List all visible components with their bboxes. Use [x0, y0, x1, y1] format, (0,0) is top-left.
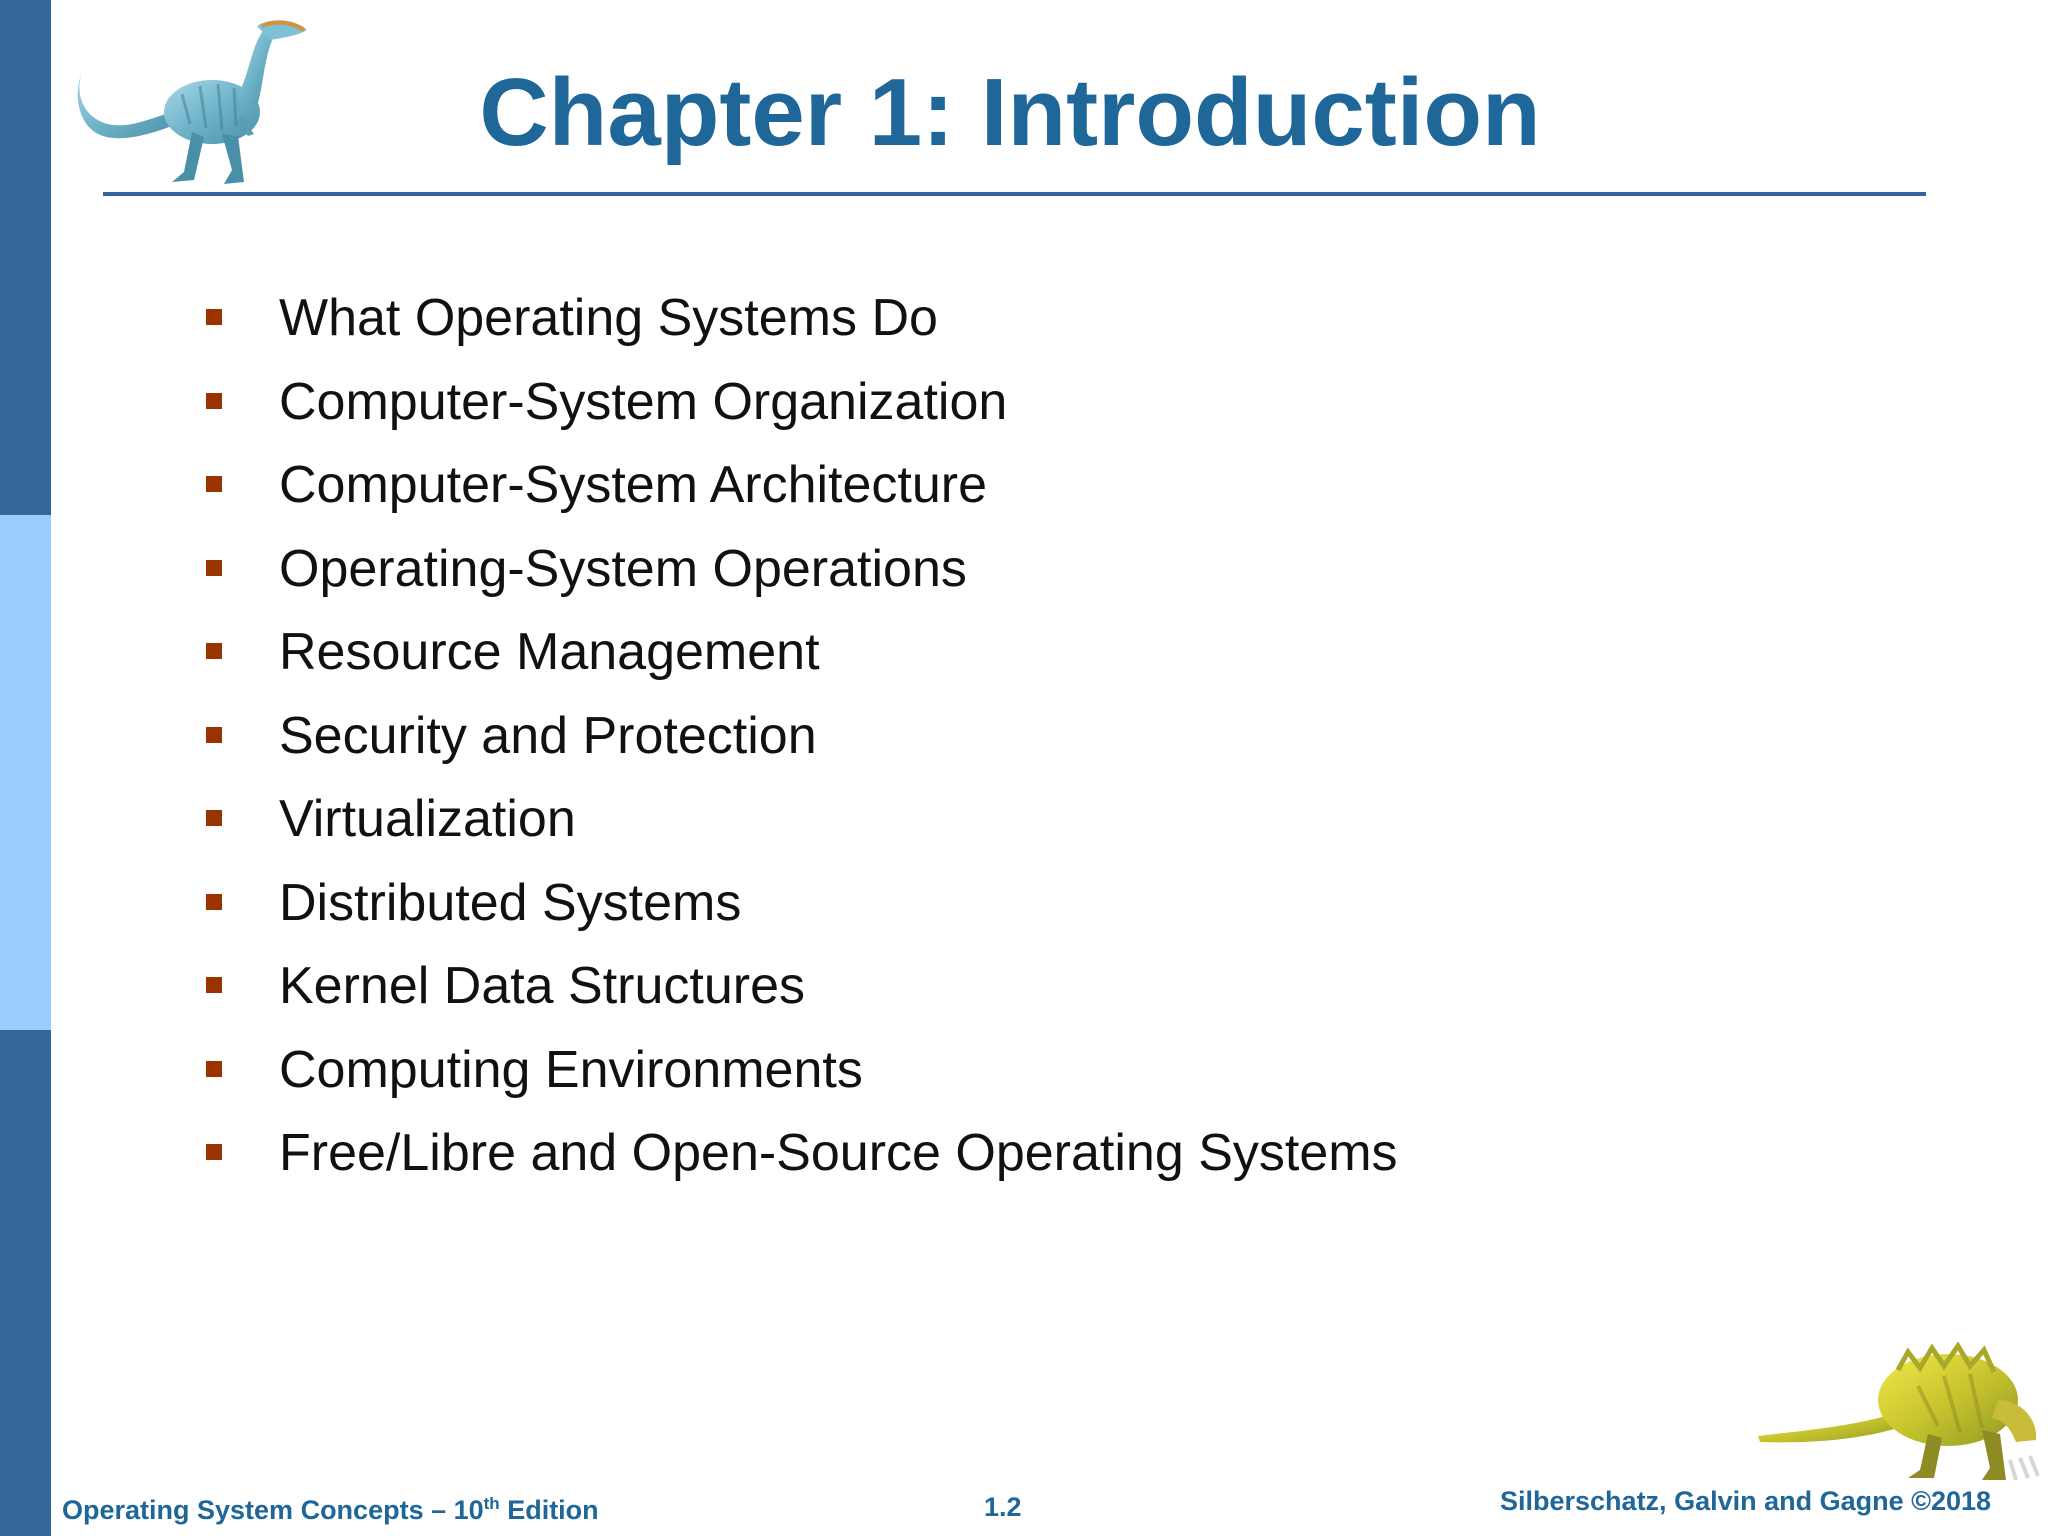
bullet-text: What Operating Systems Do — [279, 289, 938, 347]
bullet-text: Distributed Systems — [279, 873, 742, 932]
footer-page-number: 1.2 — [984, 1492, 1022, 1522]
footer-book-suffix: Edition — [499, 1495, 599, 1525]
square-bullet-icon — [206, 643, 222, 659]
side-bar-middle — [0, 515, 51, 1030]
bullet-text: Computer-System Organization — [279, 372, 1008, 431]
footer-book-title — [62, 1494, 599, 1526]
square-bullet-icon — [206, 1061, 222, 1077]
footer-book-superscript: th — [483, 1494, 500, 1513]
bullet-text: Computer-System Architecture — [279, 456, 988, 514]
square-bullet-icon — [206, 894, 222, 910]
square-bullet-icon — [206, 810, 222, 826]
bullet-text: Virtualization — [279, 790, 576, 848]
dinosaur-icon — [1748, 1330, 2048, 1490]
square-bullet-icon — [206, 309, 222, 325]
bullet-text: Computing Environments — [279, 1040, 863, 1099]
footer-authors: Silberschatz, Galvin and Gagne ©2018 — [1500, 1486, 1992, 1516]
square-bullet-icon — [206, 476, 222, 492]
bullet-text: Security and Protection — [279, 706, 817, 765]
square-bullet-icon — [206, 1144, 222, 1160]
slide-title: Chapter 1: Introduction — [479, 59, 1541, 166]
bullet-text: Free/Libre and Open-Source Operating Systems — [279, 1124, 1398, 1182]
dinosaur-icon — [72, 12, 322, 192]
square-bullet-icon — [206, 727, 222, 743]
bullet-text: Resource Management — [279, 623, 820, 681]
side-bar-bottom — [0, 1030, 51, 1536]
footer-book-prefix: Operating System Concepts – 10 — [62, 1495, 484, 1525]
side-bar-top — [0, 0, 51, 515]
title-divider — [103, 192, 1926, 196]
bullet-text: Operating-System Operations — [279, 539, 967, 598]
square-bullet-icon — [206, 977, 222, 993]
square-bullet-icon — [206, 393, 222, 409]
bullet-text: Kernel Data Structures — [279, 957, 806, 1015]
square-bullet-icon — [206, 560, 222, 576]
